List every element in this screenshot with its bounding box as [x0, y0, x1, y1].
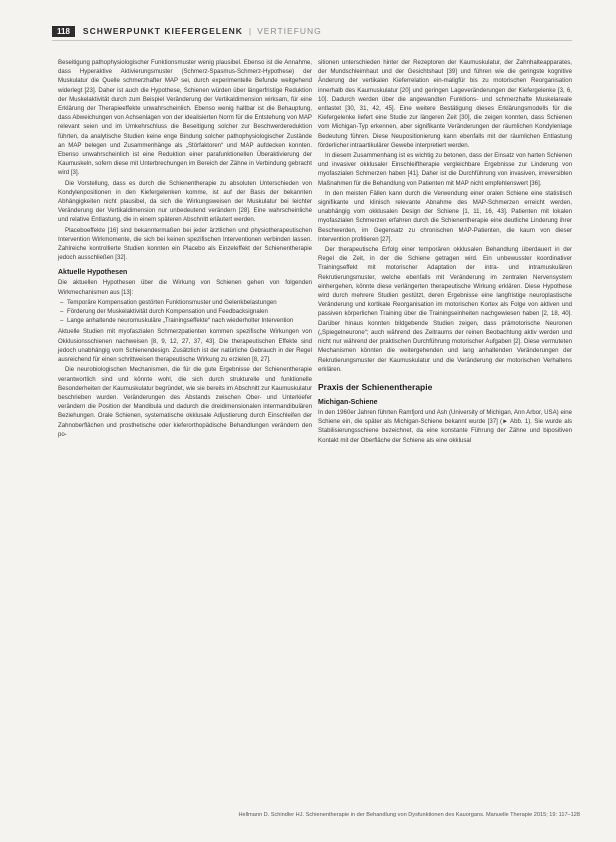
heading-michigan-schiene: Michigan-Schiene [318, 398, 378, 406]
page-number: 118 [52, 26, 75, 37]
paragraph: Der therapeutische Erfolg einer temporären okklusalen Behandlung überdauert in der Regel die Zeit, in der die Schiene getragen wird. Ein unbewusster koordinativer Trainingseffekt mit motorischer Adaptation der intra- und intramuskulären Rekrutierungsmuster, welche ebenfalls mit Veränderung im zentralen Nervensystem einhergehen, könnte diese verlängerten therapeutische Wirkung erklären. Diese Hypothese wird durch mehrere Studien gestützt, deren Ergebnisse eine langfristige neuroplastische Veränderung und kortikale Reorganisation im motorischen Kortex als Folge von aktiven und passiven körperlichen Training über die Trainingseinheiten nachgewiesen haben [2, 18, 40]. Darüber hinaus konnten bildgebende Studien zeigen, dass prämotorische Neuronen („Spiegelneurone“; auch während des Zeitraums der reinen Beobachtung aktiv werden und nicht nur während der praktischen Durchführung motorischer Aufgaben [2]. Diese vermuteten Mechanismen könnten die weitergehenden und lang anhaltenden Veränderungen der Rekrutierungsmuster der Kaumuskulatur und die Veränderung der motorischen Verhaltens erklären. [318, 246, 572, 373]
subsection-title: VERTIEFUNG [257, 26, 322, 36]
left-column [58, 58, 312, 440]
running-header [52, 24, 572, 38]
section-title: SCHWERPUNKT KIEFERGELENK [82, 26, 243, 36]
hypothesis-list [58, 298, 312, 326]
header-rule [52, 40, 572, 41]
list-item: – Lange anhaltende neuromuskuläre „Trainingseffekte“ nach wiederholter Intervention [58, 316, 312, 325]
right-column [318, 58, 572, 446]
paragraph: Placeboeffekte [16] sind bekanntermaßen bei jeder ärztlichen und physiotherapeutischen Intervention Wirkmomente, die sich bei keinen spezifischen Interventionen verbinden lassen. Zahlreiche kontrollierte Studien konnten ein Placebo als Einzeleffekt der Schienentherapie jedoch ausschließen [32]. [58, 226, 312, 262]
heading-praxis-der-schienentherapie: Praxis der Schienentherapie [318, 381, 433, 392]
paragraph: In diesem Zusammenhang ist es wichtig zu betonen, dass der Einsatz von harten Schienen und invasiver okklusaler Einschleiftherapie vergleichbare Ergebnisse zur Linderung von myofaszialen Schmerzen haben [41]. Daher ist die Durchführung von invasiven, irreversiblen Maßnahmen für die Behandlung von Patienten mit MAP nicht empfehlenswert [36]. [318, 152, 572, 187]
paragraph: sitionen unterschieden hinter der Rezeptoren der Kaumuskulatur, der Zahnhalteapparates, der Mundschleimhaut und der Gesichtshaut [39] und führen wie die geringste kognitive Änderung der vertikalen Kieferrelation ein-maligfür bis zu motorischen Reorganisation innerhalb des Kaumuskulatur [20] und geringen Lageveränderungen der Kiefergelenke [3, 6, 10]. Dadurch werden über die angewandten Funktions- und schmerzhafte Muskelareale entlastet [30, 31, 42, 45]. Eine weitere Bestätigung dieses Erklärungsmodells für die Kiefergelenke liefert eine Studie zur längeren Zeit [30], die zeigen konnten, dass Schienen vom Michigan-Typ erkennen, aber signifikante Veränderungen der räumlichen Kondylenlage Bedeutung führen. Diese Neupositionierung kann ebenfalls mit der räumlichen Entlastung förderlicher intraartikulärer Gewebe interpretiert werden. [318, 59, 572, 149]
paragraph: Die Vorstellung, dass es durch die Schienentherapie zu absoluten Unterschieden von Kondylenpositionen in den Kiefergelenken komme, ist auf der Basis der bekannten Abhängigkeiten nicht plausibel, da sich die Wirkungsweisen der Muskulatur bei leichter Veränderung der Vertikaldimension nur unbedeutend verändern [28]. Eine wahrscheinliche und relative Entlastung, die in einem späteren Abschnitt erläutert werden. [58, 179, 312, 224]
paragraph: Aktuelle Studien mit myofaszialen Schmerzpatienten kommen spezifische Wirkungen von Okklusionsschienen nachweisen [8, 9, 12, 27, 37, 43]. Die therapeutischen Effekte sind jedoch unabhängig vom Schienendesign. Zusätzlich ist der natürliche Gebrauch in der Regel ausreichend für einen schrittweisen therapeutische Wirkung zu erzielen [8, 27]. [58, 328, 312, 364]
paragraph: Die neurobiologischen Mechanismen, die für die gute Ergebnisse der Schienentherapie verantwortlich sind und könnte wohl, die sich durch strukturelle und funktionelle Besonderheiten der Kaumuskulatur begründet, wie sie bereits im Abschnitt zur Kaumuskulatur beschrieben wurden. Veränderungen des Abstands zwischen Ober- und Unterkiefer verändern die Position der Mandibula und dadurch die dreidimensionalen intermandibulären Beziehungen. Orale Schienen, systematische okklusale Adjustierung durch Einschleifen der Zahnoberflächen und prosthetische oder kieferorthopädische Behandlungen verändern den po- [58, 366, 312, 438]
paragraph: Die aktuellen Hypothesen über die Wirkung von Schienen gehen von folgenden Wirkmechanismen aus [13]: [58, 279, 312, 296]
paragraph: In den 1960er Jahren führten Ramfjord und Ash (University of Michigan, Ann Arbor, USA) eine Schiene ein, die später als Michigan-Schiene bekannt wurde [37] (► Abb. 1). Sie wurde als Stabilisierungsschiene bezeichnet, da eine konstante Führung der Zähne und bipositiven Kontakt mit der Oberfläche der Schiene als eine okklusal [318, 408, 572, 444]
paragraph: Beseitigung pathophysiologischer Funktionsmuster wenig plausibel. Ebenso ist die Annahme, dass Hyperaktive Aktivierungsmuster (Schmerz-Spasmus-Schmerz-Hypothese) der Muskulatur die Quelle schmerzhafter MAP sei, durch experimentelle Befunde weitgehend widerlegt [23]. Daher ist auch die Hypothese, Schienen würden über längerfristige Reduktion der Muskelaktivität durch zum Beispiel Veränderung der Vertikaldimension wirksam, für eine Erklärung der Therapieeffekte unwahrscheinlich. Ebenso wenig haltbar ist die Behauptung, dass Abweichungen von Achsenlagen von der idealisierten Norm für die Entstehung von MAP relevant seien und im Umkehrschluss die Beseitigung solcher zur Beschwerdereduktion führten, da analytische Studien keine enge Bindung solcher pathophysiologischer Zustände an MAP belegen und Zusammenhänge als „Störfaktoren“ und MAP aufdecken konnten. Ebenso unwahrscheinlich ist eine Reduktion einer parafunktionellen Überaktivierung der Kaumuskeln, sofern diese mit Unterbrechungen im Bereich der Zähne in Verbindung gebracht wird [3]. [58, 59, 312, 177]
header-separator: | [248, 26, 252, 36]
list-item: – Temporäre Kompensation gestörten Funktionsmuster und Gelenkbelastungen [58, 298, 312, 307]
citation-footer: Hellmann D. Schindler HJ. Schienentherapie in der Behandlung von Dysfunktionen des Kauorgans. Manuelle Therapie 2015; 19: 117–128 [238, 812, 580, 818]
paragraph: In den meisten Fällen kann durch die Verwendung einer oralen Schiene eine statistisch signifikante und klinisch relevante Abnahme des MAP-Schmerzen erreicht werden, unabhängig vom okklusalen Design der Schiene [1, 11, 16, 43]. Patienten mit lokalen myofaszialen Schmerzen erfahren durch die Schienentherapie eine deutliche Linderung ihrer Beschwerden, im Gegensatz zu chronischen MAP-Patienten, die kaum von dieser Intervention profitieren [27]. [318, 189, 572, 243]
list-item: – Förderung der Muskelaktivität durch Kompensation und Feedbacksignalen [58, 307, 312, 316]
heading-aktuelle-hypothesen: Aktuelle Hypothesen [58, 269, 128, 277]
